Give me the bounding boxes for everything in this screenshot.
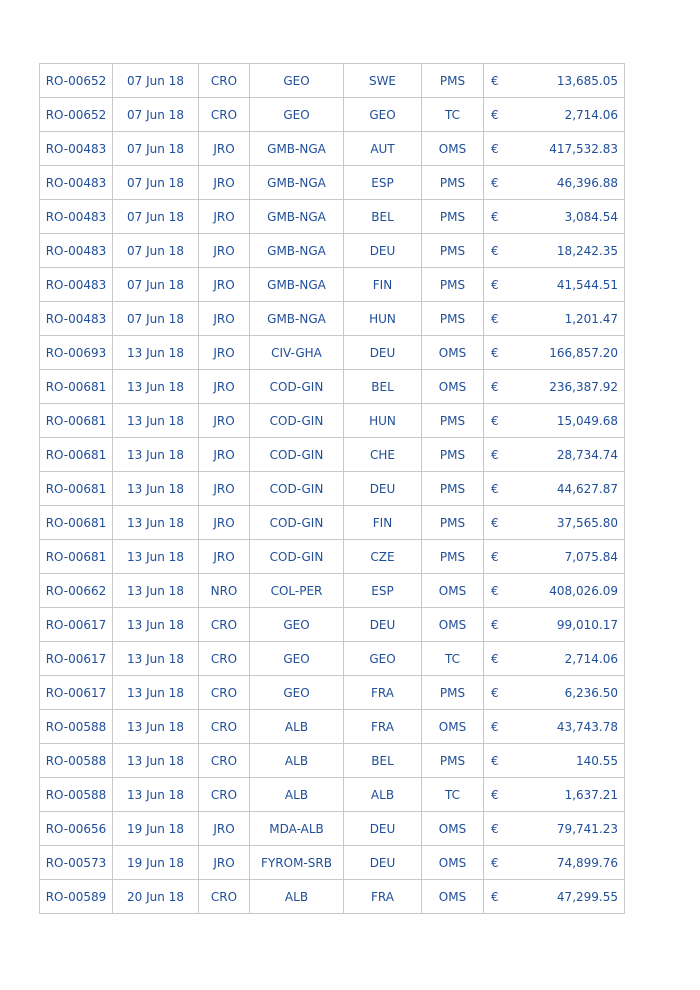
route-cell: COD-GIN: [250, 438, 344, 472]
currency-symbol: €: [491, 855, 499, 870]
type-cell: JRO: [199, 268, 250, 302]
table-row: [40, 676, 625, 710]
type-cell: CRO: [199, 608, 250, 642]
table-row: [40, 880, 625, 914]
country-cell: DEU: [344, 234, 422, 268]
country-cell: DEU: [344, 846, 422, 880]
currency-symbol: €: [491, 447, 499, 462]
code-cell: TC: [422, 778, 484, 812]
reference-cell: RO-00662: [40, 574, 113, 608]
currency-symbol: €: [491, 651, 499, 666]
type-cell: CRO: [199, 642, 250, 676]
country-cell: FIN: [344, 268, 422, 302]
type-cell: CRO: [199, 880, 250, 914]
reference-cell: RO-00588: [40, 778, 113, 812]
country-cell: DEU: [344, 336, 422, 370]
type-cell: NRO: [199, 574, 250, 608]
code-cell: OMS: [422, 812, 484, 846]
date-cell: 07 Jun 18: [113, 302, 199, 336]
code-cell: OMS: [422, 608, 484, 642]
country-cell: FIN: [344, 506, 422, 540]
amount-cell: [484, 574, 625, 608]
amount-value: 1,637.21: [564, 787, 618, 802]
currency-symbol: €: [491, 821, 499, 836]
reference-cell: RO-00693: [40, 336, 113, 370]
route-cell: COD-GIN: [250, 540, 344, 574]
table-body: [40, 64, 625, 914]
amount-cell: [484, 64, 625, 98]
date-cell: 07 Jun 18: [113, 234, 199, 268]
amount-cell: [484, 880, 625, 914]
date-cell: 13 Jun 18: [113, 574, 199, 608]
type-cell: JRO: [199, 846, 250, 880]
currency-symbol: €: [491, 583, 499, 598]
code-cell: PMS: [422, 404, 484, 438]
amount-cell: [484, 608, 625, 642]
table-row: [40, 744, 625, 778]
route-cell: COD-GIN: [250, 404, 344, 438]
table-row: [40, 166, 625, 200]
country-cell: DEU: [344, 812, 422, 846]
date-cell: 07 Jun 18: [113, 98, 199, 132]
currency-symbol: €: [491, 549, 499, 564]
route-cell: FYROM-SRB: [250, 846, 344, 880]
amount-value: 79,741.23: [556, 821, 618, 836]
amount-cell: [484, 132, 625, 166]
date-cell: 07 Jun 18: [113, 132, 199, 166]
amount-cell: [484, 472, 625, 506]
amount-cell: [484, 438, 625, 472]
date-cell: 13 Jun 18: [113, 778, 199, 812]
amount-cell: [484, 166, 625, 200]
date-cell: 07 Jun 18: [113, 64, 199, 98]
table-row: [40, 370, 625, 404]
date-cell: 07 Jun 18: [113, 268, 199, 302]
date-cell: 13 Jun 18: [113, 506, 199, 540]
route-cell: COL-PER: [250, 574, 344, 608]
amount-cell: [484, 336, 625, 370]
amount-value: 47,299.55: [556, 889, 618, 904]
reference-cell: RO-00573: [40, 846, 113, 880]
date-cell: 13 Jun 18: [113, 642, 199, 676]
amount-value: 13,685.05: [556, 73, 618, 88]
date-cell: 07 Jun 18: [113, 200, 199, 234]
currency-symbol: €: [491, 243, 499, 258]
type-cell: JRO: [199, 200, 250, 234]
amount-cell: [484, 812, 625, 846]
route-cell: ALB: [250, 710, 344, 744]
table-row: [40, 132, 625, 166]
amount-cell: [484, 98, 625, 132]
type-cell: JRO: [199, 166, 250, 200]
reference-cell: RO-00483: [40, 234, 113, 268]
route-cell: GMB-NGA: [250, 200, 344, 234]
country-cell: GEO: [344, 98, 422, 132]
amount-cell: [484, 506, 625, 540]
route-cell: GMB-NGA: [250, 302, 344, 336]
amount-cell: [484, 540, 625, 574]
reference-cell: RO-00652: [40, 98, 113, 132]
reference-cell: RO-00617: [40, 608, 113, 642]
country-cell: DEU: [344, 472, 422, 506]
reference-cell: RO-00681: [40, 506, 113, 540]
type-cell: JRO: [199, 302, 250, 336]
date-cell: 19 Jun 18: [113, 846, 199, 880]
table-row: [40, 608, 625, 642]
amount-value: 7,075.84: [564, 549, 618, 564]
amount-cell: [484, 200, 625, 234]
table-row: [40, 812, 625, 846]
currency-symbol: €: [491, 685, 499, 700]
amount-cell: [484, 302, 625, 336]
currency-symbol: €: [491, 787, 499, 802]
amount-value: 99,010.17: [556, 617, 618, 632]
table-row: [40, 540, 625, 574]
code-cell: PMS: [422, 166, 484, 200]
code-cell: OMS: [422, 710, 484, 744]
date-cell: 13 Jun 18: [113, 370, 199, 404]
currency-symbol: €: [491, 413, 499, 428]
amount-value: 37,565.80: [556, 515, 618, 530]
code-cell: PMS: [422, 64, 484, 98]
reference-cell: RO-00656: [40, 812, 113, 846]
route-cell: ALB: [250, 744, 344, 778]
code-cell: OMS: [422, 574, 484, 608]
date-cell: 20 Jun 18: [113, 880, 199, 914]
amount-value: 2,714.06: [564, 651, 618, 666]
code-cell: PMS: [422, 540, 484, 574]
currency-symbol: €: [491, 753, 499, 768]
amount-cell: [484, 676, 625, 710]
amount-cell: [484, 642, 625, 676]
reference-cell: RO-00617: [40, 642, 113, 676]
type-cell: JRO: [199, 234, 250, 268]
type-cell: CRO: [199, 676, 250, 710]
table-row: [40, 336, 625, 370]
amount-value: 236,387.92: [549, 379, 618, 394]
route-cell: GMB-NGA: [250, 132, 344, 166]
type-cell: JRO: [199, 404, 250, 438]
route-cell: CIV-GHA: [250, 336, 344, 370]
date-cell: 13 Jun 18: [113, 744, 199, 778]
amount-cell: [484, 234, 625, 268]
route-cell: MDA-ALB: [250, 812, 344, 846]
country-cell: FRA: [344, 880, 422, 914]
amount-cell: [484, 744, 625, 778]
type-cell: CRO: [199, 64, 250, 98]
route-cell: COD-GIN: [250, 370, 344, 404]
amount-value: 2,714.06: [564, 107, 618, 122]
reference-cell: RO-00681: [40, 370, 113, 404]
route-cell: GEO: [250, 64, 344, 98]
reference-cell: RO-00483: [40, 132, 113, 166]
amount-cell: [484, 370, 625, 404]
currency-symbol: €: [491, 345, 499, 360]
reference-cell: RO-00617: [40, 676, 113, 710]
type-cell: CRO: [199, 98, 250, 132]
data-table: [39, 63, 625, 914]
reference-cell: RO-00681: [40, 438, 113, 472]
reference-cell: RO-00652: [40, 64, 113, 98]
amount-value: 166,857.20: [549, 345, 618, 360]
reference-cell: RO-00681: [40, 404, 113, 438]
table-row: [40, 200, 625, 234]
type-cell: JRO: [199, 370, 250, 404]
reference-cell: RO-00483: [40, 268, 113, 302]
code-cell: PMS: [422, 506, 484, 540]
route-cell: GMB-NGA: [250, 234, 344, 268]
code-cell: OMS: [422, 846, 484, 880]
currency-symbol: €: [491, 209, 499, 224]
currency-symbol: €: [491, 73, 499, 88]
amount-cell: [484, 268, 625, 302]
currency-symbol: €: [491, 379, 499, 394]
country-cell: AUT: [344, 132, 422, 166]
table-row: [40, 234, 625, 268]
country-cell: HUN: [344, 302, 422, 336]
code-cell: PMS: [422, 676, 484, 710]
country-cell: DEU: [344, 608, 422, 642]
code-cell: OMS: [422, 132, 484, 166]
table-row: [40, 438, 625, 472]
code-cell: TC: [422, 642, 484, 676]
route-cell: GEO: [250, 642, 344, 676]
country-cell: CZE: [344, 540, 422, 574]
country-cell: SWE: [344, 64, 422, 98]
currency-symbol: €: [491, 719, 499, 734]
country-cell: ALB: [344, 778, 422, 812]
amount-cell: [484, 846, 625, 880]
amount-value: 43,743.78: [556, 719, 618, 734]
table-row: [40, 574, 625, 608]
table-row: [40, 64, 625, 98]
table-row: [40, 506, 625, 540]
table-row: [40, 710, 625, 744]
amount-value: 15,049.68: [556, 413, 618, 428]
amount-value: 1,201.47: [564, 311, 618, 326]
amount-value: 3,084.54: [564, 209, 618, 224]
country-cell: FRA: [344, 676, 422, 710]
reference-cell: RO-00483: [40, 200, 113, 234]
country-cell: FRA: [344, 710, 422, 744]
type-cell: JRO: [199, 812, 250, 846]
type-cell: JRO: [199, 472, 250, 506]
type-cell: CRO: [199, 710, 250, 744]
currency-symbol: €: [491, 481, 499, 496]
date-cell: 13 Jun 18: [113, 438, 199, 472]
currency-symbol: €: [491, 277, 499, 292]
route-cell: GEO: [250, 676, 344, 710]
reference-cell: RO-00589: [40, 880, 113, 914]
amount-value: 408,026.09: [549, 583, 618, 598]
table-row: [40, 642, 625, 676]
table-row: [40, 472, 625, 506]
currency-symbol: €: [491, 311, 499, 326]
route-cell: ALB: [250, 880, 344, 914]
date-cell: 19 Jun 18: [113, 812, 199, 846]
table-row: [40, 98, 625, 132]
code-cell: OMS: [422, 880, 484, 914]
date-cell: 07 Jun 18: [113, 166, 199, 200]
amount-value: 46,396.88: [556, 175, 618, 190]
currency-symbol: €: [491, 515, 499, 530]
currency-symbol: €: [491, 107, 499, 122]
country-cell: HUN: [344, 404, 422, 438]
code-cell: OMS: [422, 336, 484, 370]
date-cell: 13 Jun 18: [113, 710, 199, 744]
type-cell: JRO: [199, 506, 250, 540]
date-cell: 13 Jun 18: [113, 472, 199, 506]
country-cell: GEO: [344, 642, 422, 676]
currency-symbol: €: [491, 175, 499, 190]
reference-cell: RO-00483: [40, 166, 113, 200]
amount-value: 6,236.50: [564, 685, 618, 700]
type-cell: JRO: [199, 336, 250, 370]
currency-symbol: €: [491, 889, 499, 904]
date-cell: 13 Jun 18: [113, 608, 199, 642]
type-cell: JRO: [199, 132, 250, 166]
country-cell: BEL: [344, 744, 422, 778]
amount-value: 44,627.87: [556, 481, 618, 496]
reference-cell: RO-00588: [40, 744, 113, 778]
type-cell: CRO: [199, 744, 250, 778]
table-row: [40, 404, 625, 438]
amount-value: 41,544.51: [556, 277, 618, 292]
reference-cell: RO-00588: [40, 710, 113, 744]
route-cell: GMB-NGA: [250, 166, 344, 200]
amount-value: 74,899.76: [556, 855, 618, 870]
code-cell: PMS: [422, 472, 484, 506]
reference-cell: RO-00483: [40, 302, 113, 336]
amount-cell: [484, 710, 625, 744]
table-row: [40, 268, 625, 302]
route-cell: GEO: [250, 608, 344, 642]
amount-value: 140.55: [576, 753, 618, 768]
type-cell: JRO: [199, 540, 250, 574]
country-cell: ESP: [344, 574, 422, 608]
table-row: [40, 778, 625, 812]
amount-value: 18,242.35: [556, 243, 618, 258]
country-cell: BEL: [344, 370, 422, 404]
code-cell: PMS: [422, 438, 484, 472]
code-cell: PMS: [422, 200, 484, 234]
code-cell: PMS: [422, 268, 484, 302]
route-cell: GEO: [250, 98, 344, 132]
type-cell: JRO: [199, 438, 250, 472]
code-cell: TC: [422, 98, 484, 132]
route-cell: COD-GIN: [250, 472, 344, 506]
amount-value: 417,532.83: [549, 141, 618, 156]
date-cell: 13 Jun 18: [113, 336, 199, 370]
route-cell: ALB: [250, 778, 344, 812]
amount-cell: [484, 404, 625, 438]
country-cell: ESP: [344, 166, 422, 200]
currency-symbol: €: [491, 617, 499, 632]
date-cell: 13 Jun 18: [113, 676, 199, 710]
type-cell: CRO: [199, 778, 250, 812]
table-row: [40, 846, 625, 880]
country-cell: BEL: [344, 200, 422, 234]
code-cell: PMS: [422, 744, 484, 778]
route-cell: COD-GIN: [250, 506, 344, 540]
route-cell: GMB-NGA: [250, 268, 344, 302]
amount-value: 28,734.74: [556, 447, 618, 462]
currency-symbol: €: [491, 141, 499, 156]
date-cell: 13 Jun 18: [113, 540, 199, 574]
code-cell: OMS: [422, 370, 484, 404]
code-cell: PMS: [422, 302, 484, 336]
amount-cell: [484, 778, 625, 812]
reference-cell: RO-00681: [40, 472, 113, 506]
country-cell: CHE: [344, 438, 422, 472]
reference-cell: RO-00681: [40, 540, 113, 574]
date-cell: 13 Jun 18: [113, 404, 199, 438]
table-row: [40, 302, 625, 336]
code-cell: PMS: [422, 234, 484, 268]
